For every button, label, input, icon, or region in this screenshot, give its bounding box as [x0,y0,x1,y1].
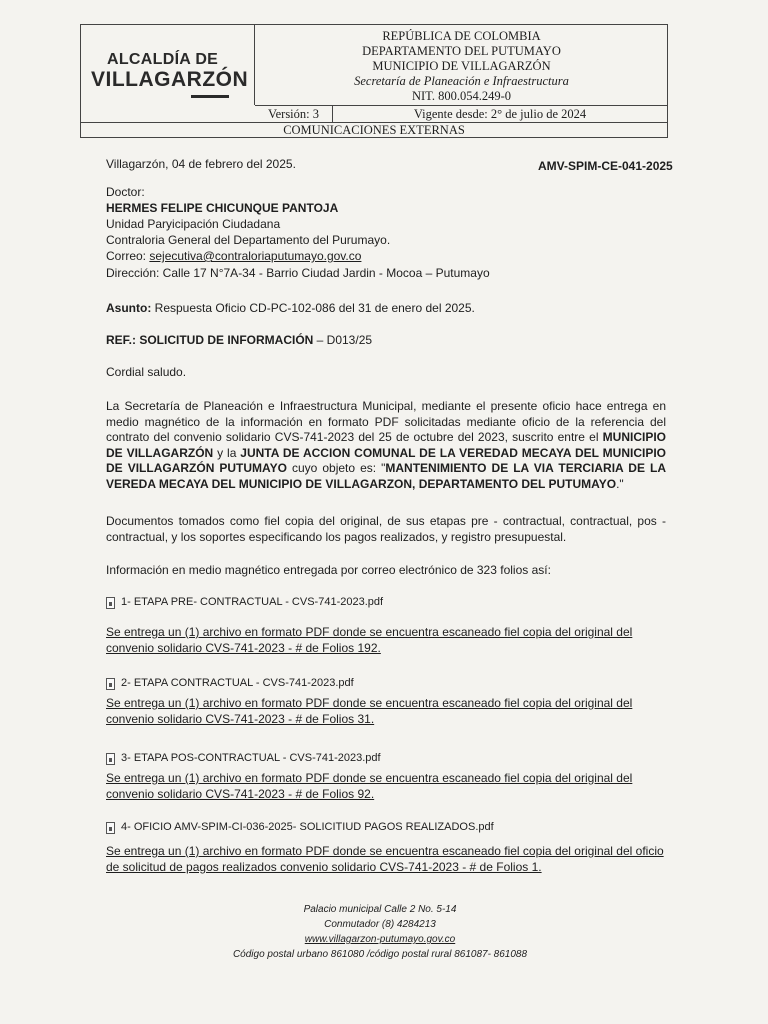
attachment-title: 4- OFICIO AMV-SPIM-CI-036-2025- SOLICITIUD PAGOS REALIZADOS.pdf [121,821,494,833]
pdf-file-icon [106,822,115,834]
municipality-line: MUNICIPIO DE VILLAGARZÓN [372,59,551,73]
recipient-name: HERMES FELIPE CHICUNQUE PANTOJA [106,201,339,215]
vigente-cell: Vigente desde: 2° de julio de 2024 [413,107,587,121]
secretaria-line: Secretaría de Planeación e Infraestructura [354,74,569,88]
reference-code: AMV-SPIM-CE-041-2025 [538,159,673,173]
subject-text: Respuesta Oficio CD-PC-102-086 del 31 de enero del 2025. [151,301,475,315]
email-link[interactable]: sejecutiva@contraloriaputumayo.gov.co [149,249,362,263]
pdf-file-icon [106,678,115,690]
ref-label: REF.: SOLICITUD DE INFORMACIÓN [106,333,314,347]
country-line: REPÚBLICA DE COLOMBIA [382,29,541,43]
version-cell: Versión: 3 [255,106,333,122]
logo-line-2: VILLAGARZÓN [91,68,249,91]
attachment-item-4[interactable] [106,820,494,835]
salutation-title: Doctor: [106,185,145,199]
attachment-description: Se entrega un (1) archivo en formato PDF donde se encuentra escaneado fiel copia del original del convenio solidario CVS-741-2023 - # de Folios 31. [106,696,633,726]
footer-address: Palacio municipal Calle 2 No. 5-14 [303,904,457,915]
attachment-item-1[interactable] [106,595,383,610]
attachment-description: Se entrega un (1) archivo en formato PDF donde se encuentra escaneado fiel copia del original del convenio solidario CVS-741-2023 - # de Folios 192. [106,625,633,655]
letterhead-table [80,24,668,138]
attachment-title: 2- ETAPA CONTRACTUAL - CVS-741-2023.pdf [121,677,354,689]
paragraph-text: La Secretaría de Planeación e Infraestructura Municipal, mediante el presente oficio hace entrega en medio magnético de la información en formato PDF solicitadas mediante oficio de la referencia del contrato del convenio solidario CVS-741-2023 del 25 de octubre del 2023, suscrito entre el [106,399,666,445]
documents-paragraph: Documentos tomados como fiel copia del original, de sus etapas pre - contractual, contractual, pos - contractual, y los soportes especificando los pagos realizados, y registro presupuestal. [106,514,666,544]
attachment-description: Se entrega un (1) archivo en formato PDF donde se encuentra escaneado fiel copia del original del oficio de solicitud de pagos realizados convenio solidario CVS-741-2023 - # de Folios 1. [106,844,664,874]
nit-line: NIT. 800.054.249-0 [411,89,512,103]
attachment-item-2[interactable] [106,676,354,691]
recipient-unit: Unidad Paryicipación Ciudadana [106,217,281,231]
letter-date: Villagarzón, 04 de febrero del 2025. [106,157,296,171]
footer-website-link[interactable]: www.villagarzon-putumayo.gov.co [304,934,456,945]
folios-paragraph: Información en medio magnético entregada por correo electrónico de 323 folios así: [106,563,551,577]
pdf-file-icon [106,597,115,609]
subject-label: Asunto: [106,301,152,315]
paragraph-text: cuyo objeto es: " [286,461,386,476]
version-row [255,105,667,122]
recipient-org: Contraloria General del Departamento del Purumayo. [106,233,391,247]
footer-postal-codes: Código postal urbano 861080 /código postal rural 861087- 861088 [232,949,528,960]
page-footer [200,902,560,962]
municipality-name: MUNICIPIO DE VILLAGARZÓN [106,430,666,460]
logo-underline [191,95,229,98]
pdf-file-icon [106,753,115,765]
municipality-logo [81,25,255,105]
paragraph-text: ." [616,476,624,491]
greeting: Cordial saludo. [106,365,187,379]
department-line: DEPARTAMENTO DEL PUTUMAYO [362,44,561,58]
ref-text: – D013/25 [313,333,373,347]
attachment-title: 1- ETAPA PRE- CONTRACTUAL - CVS-741-2023.pdf [121,596,384,608]
subject-line [106,301,475,316]
main-paragraph [106,399,666,493]
logo-line-1: ALCALDÍA DE [107,51,219,68]
email-label: Correo: [106,249,150,263]
footer-phone: Conmutador (8) 4284213 [324,919,436,930]
email-line [106,249,361,264]
paragraph-text: y la [213,445,241,460]
letterhead-info [256,25,667,105]
section-title: COMUNICACIONES EXTERNAS [81,122,667,138]
ref-line [106,333,372,348]
contract-object: MANTENIMIENTO DE LA VIA TERCIARIA DE LA VEREDA MECAYA DEL MUNICIPIO DE VILLAGARZON, DEPARTAMENTO DEL PUTUMAYO [106,461,667,491]
attachment-item-3[interactable] [106,751,381,766]
attachment-title: 3- ETAPA POS-CONTRACTUAL - CVS-741-2023.pdf [121,752,381,764]
attachment-description: Se entrega un (1) archivo en formato PDF donde se encuentra escaneado fiel copia del original del convenio solidario CVS-741-2023 - # de Folios 92. [106,771,633,801]
recipient-address: Dirección: Calle 17 N°7A-34 - Barrio Ciudad Jardin - Mocoa – Putumayo [106,266,490,280]
junta-name: JUNTA DE ACCION COMUNAL DE LA VEREDAD MECAYA DEL MUNICIPIO DE VILLAGARZÓN PUTUMAYO [106,445,667,476]
